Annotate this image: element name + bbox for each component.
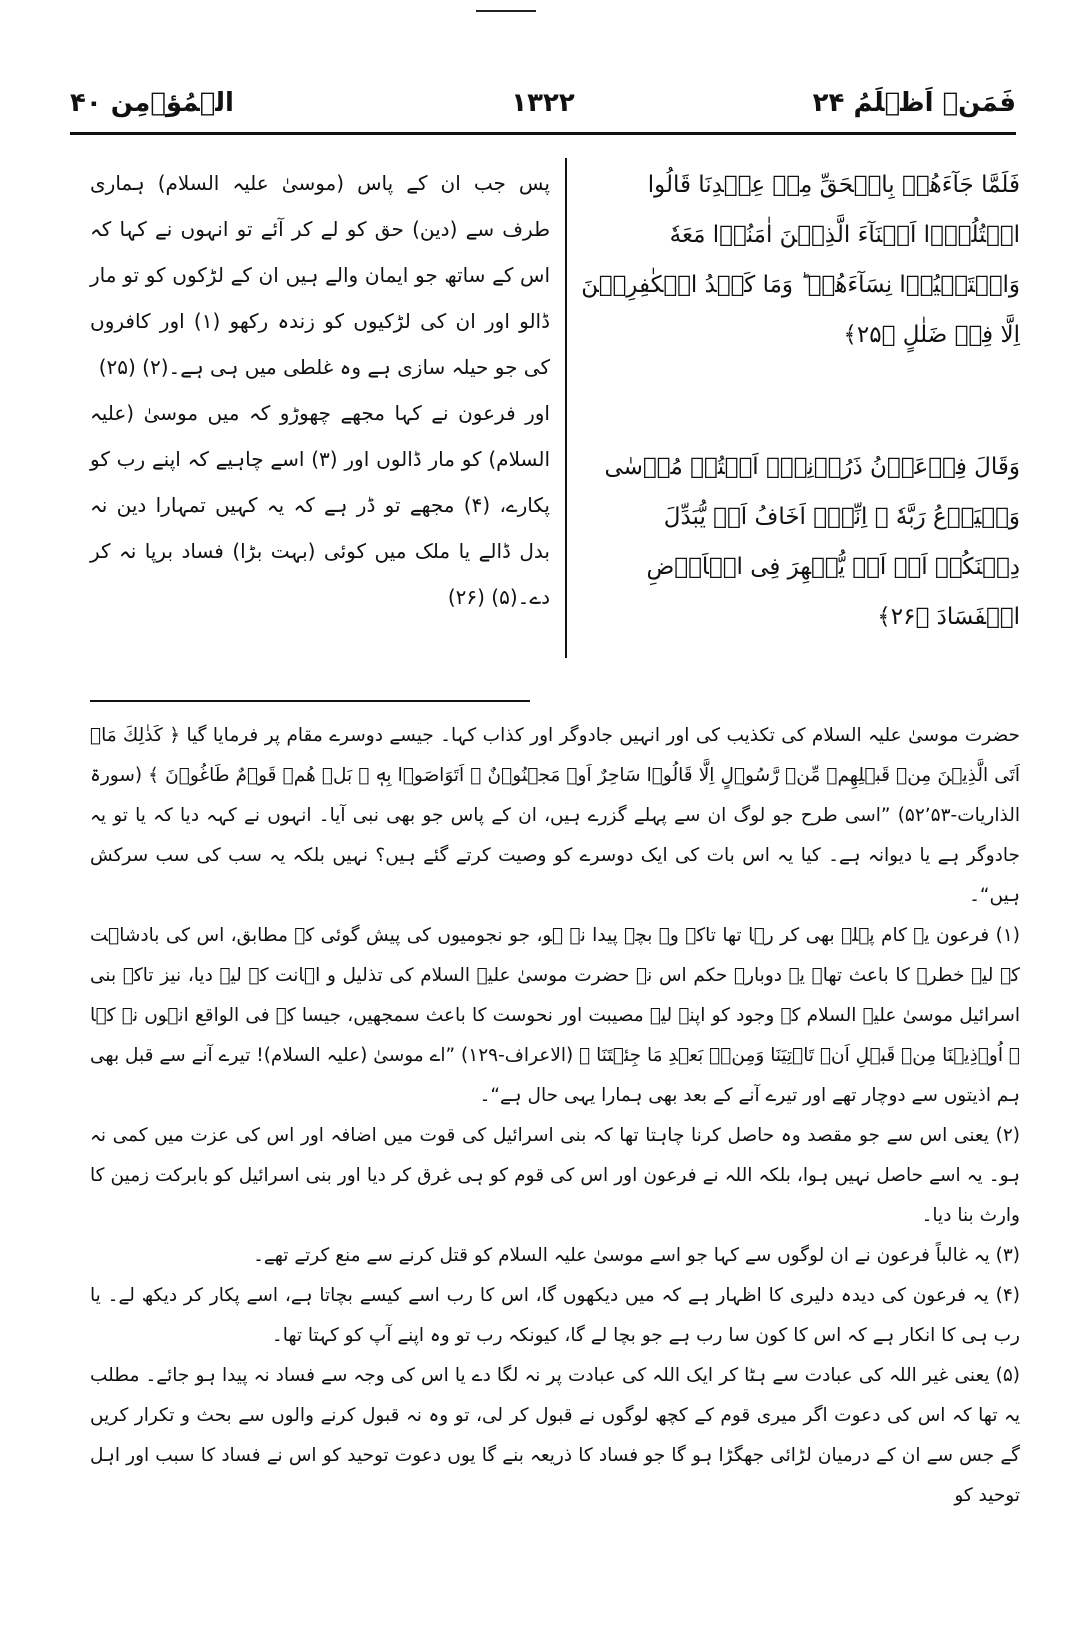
juz-title: فَمَنۡ اَظۡلَمُ ۲۴: [812, 88, 1016, 118]
arabic-column: [580, 160, 1020, 642]
footnote-1: (۱) فرعون یہ کام پہلے بھی کر رہا تھا تاکہ وہ بچہ پیدا نہ ہو، جو نجومیوں کی پیش گوئی کے مطابق، اس کی بادشاہت کے لیے خطرے کا باعث تھا۔ یہ دوبارہ حکم اس نے حضرت موسیٰ علیہ السلام کی تذلیل و اہانت کے لیے دیا، نیز تاکہ بنی اسرائیل موسیٰ علیہ السلام کے وجود کو اپنے لیے مصیبت اور نحوست کا باعث سمجھیں، جیسا کہ فی الواقع انہوں نے کہا ﴿ اُوۡذِيۡنَا مِنۡ قَبۡلِ اَنۡ تَاۡتِيَنَا وَمِنۡۢ بَعۡدِ مَا جِئۡتَنَا ﴾ (الاعراف-۱۲۹) ”اے موسیٰ (علیہ السلام)! تیرے آنے سے قبل بھی ہم اذیتوں سے دوچار تھے اور تیرے آنے کے بعد بھی ہمارا یہی حال ہے“۔: [90, 925, 1020, 1106]
translation-verse-25: پس جب ان کے پاس (موسیٰ علیہ السلام) ہماری طرف سے (دین) حق کو لے کر آئے تو انہوں نے کہا کہ اس کے ساتھ جو ایمان والے ہیں ان کے لڑکوں کو تو مار ڈالو اور ان کی لڑکیوں کو زندہ رکھو (۱) اور کافروں کی جو حیلہ سازی ہے وہ غلطی میں ہی ہے۔(۲) (۲۵): [90, 171, 551, 379]
footnote-3: (۳) یہ غالباً فرعون نے ان لوگوں سے کہا جو اسے موسیٰ علیہ السلام کو قتل کرنے سے منع کرتے تھے۔: [253, 1245, 1020, 1266]
header-divider: [70, 132, 1016, 135]
footnote-divider: [90, 700, 530, 702]
column-divider: [565, 158, 567, 658]
footnote-5: (۵) یعنی غیر اللہ کی عبادت سے ہٹا کر ایک اللہ کی عبادت پر نہ لگا دے یا اس کی وجہ سے فساد نہ پیدا ہو جائے۔ مطلب یہ تھا کہ اس کی دعوت اگر میری قوم کے کچھ لوگوں نے قبول کر لی، تو وہ نہ قبول کرنے والوں سے بحث و تکرار کریں گے جس سے ان کے درمیان لڑائی جھگڑا ہو گا جو فساد کا ذریعہ بنے گا یوں دعوت توحید کو اس نے فساد کا سبب اور اہل توحید کو: [90, 1365, 1020, 1506]
translation-column: [90, 160, 550, 620]
page-header: [70, 88, 1016, 128]
footnotes: [90, 716, 1020, 1516]
footnote-intro: حضرت موسیٰ علیہ السلام کی تکذیب کی اور انہیں جادوگر اور کذاب کہا۔ جیسے دوسرے مقام پر فرمایا گیا ﴿ كَذٰلِكَ مَاۤ اَتَى الَّذِيۡنَ مِنۡ قَبۡلِهِمۡ مِّنۡ رَّسُوۡلٍ اِلَّا قَالُوۡا سَاحِرٌ اَوۡ مَجۡنُوۡنٌ ۚ اَتَوَاصَوۡا بِهٖ ۚ بَلۡ هُمۡ قَوۡمٌ طَاغُوۡنَ ﴾ (سورۃ الذاریات-۵۲٬۵۳) ”اسی طرح جو لوگ ان سے پہلے گزرے ہیں، ان کے پاس جو بھی نبی آیا۔ انہوں نے کہہ دیا کہ یا تو یہ جادوگر ہے یا دیوانہ ہے۔ کیا یہ اس بات کی ایک دوسرے کو وصیت کرتے گئے ہیں؟ نہیں بلکہ یہ سب کی سب سرکش ہیں“۔: [90, 725, 1020, 906]
surah-title: الۡمُؤۡمِن ۴۰: [70, 88, 234, 118]
footnote-4: (۴) یہ فرعون کی دیدہ دلیری کا اظہار ہے کہ میں دیکھوں گا، اس کا رب اسے کیسے بچاتا ہے، اسے پکار کر دیکھ لے۔ یا رب ہی کا انکار ہے کہ اس کا کون سا رب ہے جو بچا لے گا، کیونکہ رب تو وہ اپنے آپ کو کہتا تھا۔: [90, 1285, 1020, 1346]
translation-verse-26: اور فرعون نے کہا مجھے چھوڑو کہ میں موسیٰ (علیہ السلام) کو مار ڈالوں اور (۳) اسے چاہیے کہ اپنے رب کو پکارے، (۴) مجھے تو ڈر ہے کہ یہ کہیں تمہارا دین نہ بدل ڈالے یا ملک میں کوئی (بہت بڑا) فساد برپا نہ کر دے۔(۵) (۲۶): [90, 401, 550, 609]
top-mark: [476, 10, 536, 12]
footnote-2: (۲) یعنی اس سے جو مقصد وہ حاصل کرنا چاہتا تھا کہ بنی اسرائیل کی قوت میں اضافہ اور اس کی عزت میں کمی نہ ہو۔ یہ اسے حاصل نہیں ہوا، بلکہ اللہ نے فرعون اور اس کی قوم کو ہی غرق کر دیا اور بنی اسرائیل کو بابرکت زمین کا وارث بنا دیا۔: [90, 1125, 1021, 1226]
arabic-verse-26: وَقَالَ فِرۡعَوۡنُ ذَرُوۡنِىۡۤ اَقۡتُلۡ مُوۡسٰى وَلۡيَدۡعُ رَبَّهٗ ۚ اِنِّىۡۤ اَخَافُ اَنۡ يُّبَدِّلَ دِيۡنَكُمۡ اَوۡ اَنۡ يُّظۡهِرَ فِى الۡاَرۡضِ الۡفَسَادَ ﴿۲۶﴾: [604, 454, 1020, 630]
arabic-verse-25: فَلَمَّا جَآءَهُمۡ بِالۡحَقِّ مِنۡ عِنۡدِنَا قَالُوا اقۡتُلُوۡۤا اَبۡنَآءَ الَّذِيۡنَ اٰمَنُوۡا مَعَهٗ وَاسۡتَحۡيُوۡا نِسَآءَهُمۡ ؕ وَمَا كَيۡدُ الۡكٰفِرِيۡنَ اِلَّا فِىۡ ضَلٰلٍ ﴿۲۵﴾: [581, 172, 1020, 348]
page-number: ۱۳۲۲: [511, 88, 575, 118]
